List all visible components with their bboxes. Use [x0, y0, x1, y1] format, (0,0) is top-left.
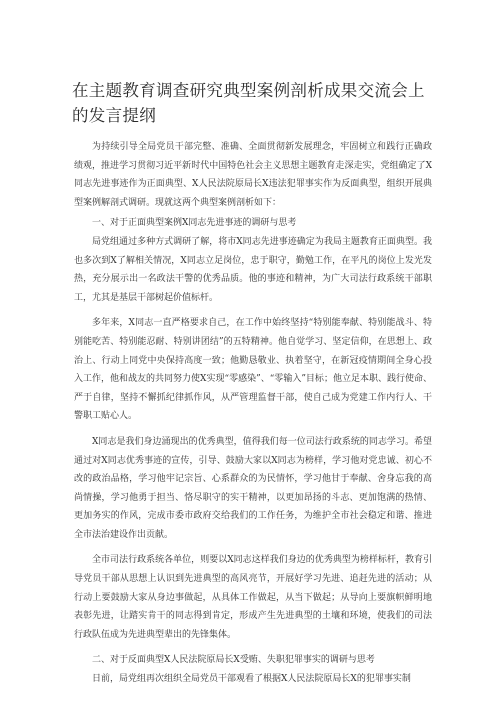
- intro-paragraph: 为持续引导全局党员干部完整、准确、全面贯彻新发展理念，牢固树立和践行正确政绩观，推进学习贯彻习近平新时代中国特色社会主义思想主题教育走深走实，党组确定了X同志先进事迹作为正面典型、X人民法院原局长X违法犯罪事实作为反面典型，组织开展典型案例解剖式调研。现就这两个典型案例剖析如下：: [74, 142, 432, 208]
- document-title: 在主题教育调查研究典型案例剖析成果交流会上的发言提纲: [72, 81, 425, 125]
- section-heading-positive-case: 一、对于正面典型案例X同志先进事迹的调研与思考: [92, 218, 297, 229]
- body-paragraph: 局党组通过多种方式调研了解，将市X同志先进事迹确定为我局主题教育正面典型。我也多次到X了解相关情况，X同志立足岗位，忠于职守，勤勉工作，在平凡的岗位上发光发热，充分展示出一名政法干警的优秀品质。他的事迹和精神，为广大司法行政系统干部职工，尤其是基层干部树起价值标杆。: [74, 236, 432, 303]
- body-paragraph: X同志是我们身边涌现出的优秀典型，值得我们每一位司法行政系统的同志学习。希望通过对X同志优秀事迹的宣传，引导、鼓励大家以X同志为榜样，学习他对党忠诚、初心不改的政治品格，学习他牢记宗旨、心系群众的为民情怀，学习他甘于奉献、舍身忘我的高尚情操，学习他勇于担当、恪尽职守的实干精神，以更加昂扬的斗志、更加饱满的热情、更加务实的作风，完成市委市政府交给我们的工作任务，为维护全市社会稳定和谐、推进全市法治建设作出贡献。: [74, 436, 432, 540]
- document-body: [74, 138, 432, 689]
- body-paragraph: 全市司法行政系统各单位，则要以X同志这样我们身边的优秀典型为榜样标杆，教育引导党员干部从思想上认识到先进典型的高风亮节，开展好学习先进、追赶先进的活动；从行动上要鼓励大家从身边事做起，从具体工作做起，从当下做起；从导向上要旗帜鲜明地表彰先进，让踏实肯干的同志得到肯定，形成产生先进典型的土壤和环境，使我们的司法行政队伍成为先进典型辈出的先锋集体。: [74, 555, 432, 640]
- body-paragraph: 多年来，X同志一直严格要求自己，在工作中始终坚持“特别能奉献、特别能战斗、特别能吃苦、特别能忍耐、特别讲团结”的五特精神。他自觉学习、坚定信仰，在思想上、政治上、行动上同党中央保持高度一致；他勤恳敬业、执着坚守，在新冠疫情期间全身心投入工作，他和战友的共同努力使X实现“零感染”、“零输入”目标；他立足本职、践行使命、严于自律，坚持不懈抓纪律抓作风，从严管理监督干部，使自己成为党建工作内行人、干警职工贴心人。: [74, 318, 432, 422]
- body-paragraph: 日前，局党组再次组织全局党员干部观看了根据X人民法院原局长X的犯罪事实制: [92, 674, 411, 685]
- section-heading-negative-case: 二、对于反面典型X人民法院原局长X受贿、失职犯罪事实的调研与思考: [92, 655, 375, 666]
